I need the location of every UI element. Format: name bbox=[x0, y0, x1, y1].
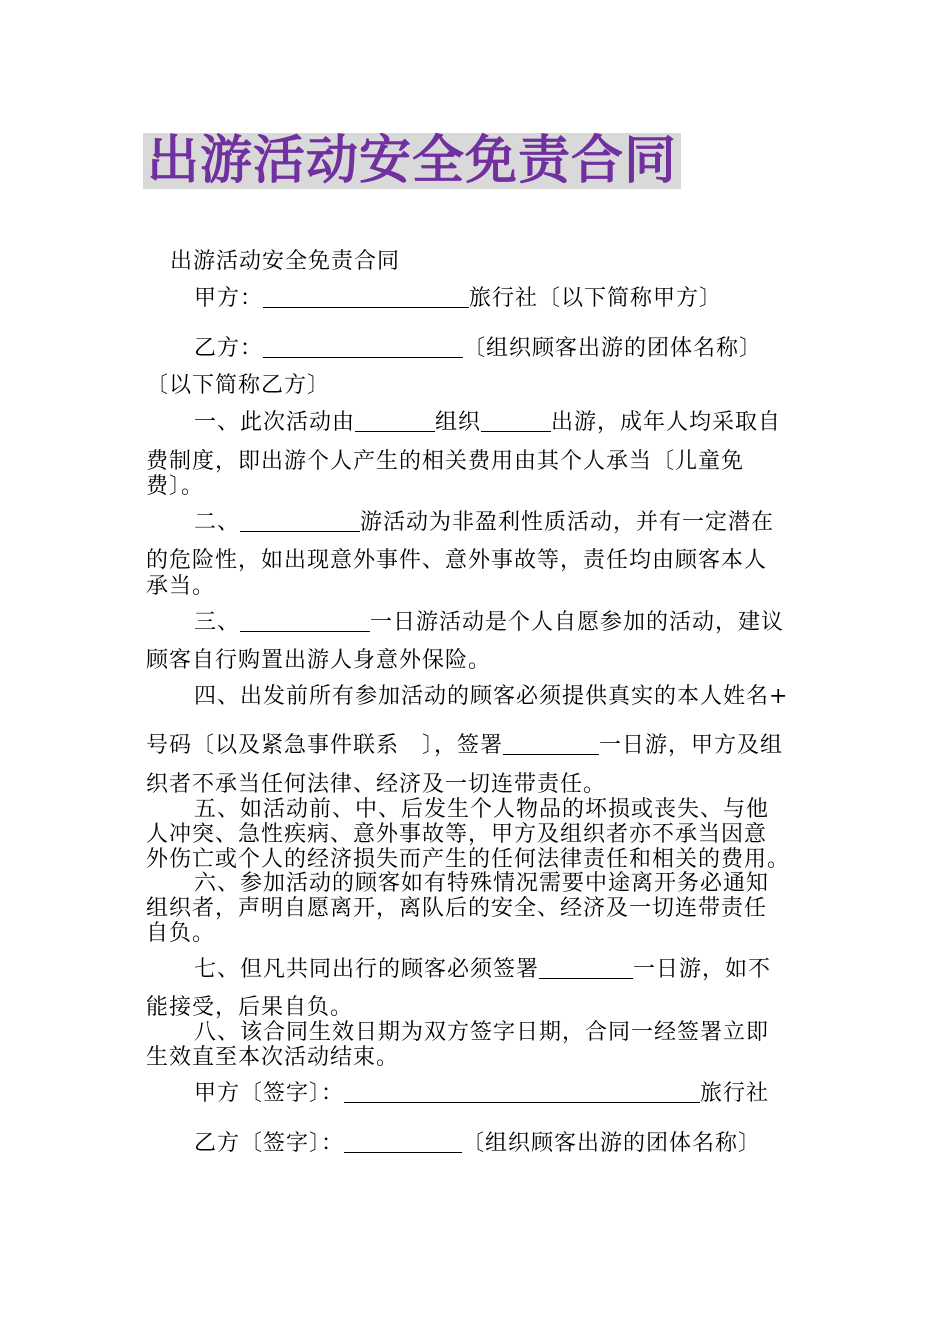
party-a-blank bbox=[263, 287, 469, 308]
clause-2-text-a: 二、 bbox=[194, 510, 241, 535]
signature-b-line bbox=[194, 1131, 761, 1157]
signature-b-suffix: 〔组织顾客出游的团体名称〕 bbox=[462, 1131, 762, 1156]
clause-1-text-c: 出游，成年人均采取自 bbox=[551, 410, 782, 435]
clause-2-text-b: 游活动为非盈利性质活动，并有一定潜在 bbox=[360, 510, 775, 535]
clause-1-line-1 bbox=[194, 410, 781, 436]
signature-b-blank bbox=[344, 1132, 462, 1153]
clause-1-blank-2 bbox=[481, 411, 551, 432]
clause-4-text-a: 号码〔以及紧急事件联系 〕，签署 bbox=[146, 733, 504, 758]
clause-5-line-3: 外伤亡或个人的经济损失而产生的任何法律责任和相关的费用。 bbox=[146, 847, 791, 872]
clause-2-line-2: 的危险性，如出现意外事件、意外事故等，责任均由顾客本人 bbox=[146, 548, 768, 573]
clause-7-line-1 bbox=[194, 957, 771, 983]
clause-4-blank bbox=[503, 734, 599, 755]
signature-a-line bbox=[194, 1081, 769, 1107]
clause-3-line-2: 顾客自行购置出游人身意外保险。 bbox=[146, 648, 492, 673]
party-b-continuation: 〔以下简称乙方〕 bbox=[146, 373, 331, 398]
clause-8-line-2: 生效直至本次活动结束。 bbox=[146, 1045, 400, 1070]
signature-b-label: 乙方〔签字〕： bbox=[194, 1131, 345, 1156]
party-b-blank bbox=[263, 337, 463, 358]
clause-6-line-1: 六、参加活动的顾客如有特殊情况需要中途离开务必通知 bbox=[194, 871, 770, 896]
clause-3-text-b: 一日游活动是个人自愿参加的活动，建议 bbox=[370, 610, 785, 635]
clause-6-line-3: 自负。 bbox=[146, 921, 216, 946]
party-b-line bbox=[194, 336, 762, 362]
subtitle: 出游活动安全免责合同 bbox=[170, 249, 401, 274]
clause-1-line-2: 费制度，即出游个人产生的相关费用由其个人承当〔儿童免 bbox=[146, 449, 745, 474]
party-a-suffix: 旅行社〔以下简称甲方〕 bbox=[469, 286, 723, 311]
clause-2-blank bbox=[240, 511, 360, 532]
signature-a-label: 甲方〔签字〕： bbox=[194, 1081, 345, 1106]
document-title: 出游活动安全免责合同 bbox=[143, 133, 681, 189]
clause-7-line-2: 能接受，后果自负。 bbox=[146, 995, 354, 1020]
clause-3-blank bbox=[240, 611, 370, 632]
clause-5-line-1: 五、如活动前、中、后发生个人物品的坏损或丧失、与他 bbox=[194, 797, 770, 822]
clause-4-line-3: 织者不承当任何法律、经济及一切连带责任。 bbox=[146, 772, 607, 797]
clause-6-line-2: 组织者，声明自愿离开，离队后的安全、经济及一切连带责任 bbox=[146, 896, 768, 921]
clause-2-line-1 bbox=[194, 510, 774, 536]
clause-4-line-1: 四、出发前所有参加活动的顾客必须提供真实的本人姓名+ bbox=[194, 684, 789, 709]
clause-1-blank-1 bbox=[355, 411, 435, 432]
party-b-suffix: 〔组织顾客出游的团体名称〕 bbox=[463, 336, 763, 361]
signature-a-suffix: 旅行社 bbox=[700, 1081, 770, 1106]
clause-7-text-b: 一日游，如不 bbox=[633, 957, 772, 982]
party-a-label: 甲方： bbox=[194, 286, 264, 311]
clause-7-blank bbox=[539, 958, 633, 979]
clause-1-text-b: 组织 bbox=[435, 410, 482, 435]
clause-5-line-2: 人冲突、急性疾病、意外事故等，甲方及组织者亦不承当因意 bbox=[146, 822, 768, 847]
clause-7-text-a: 七、但凡共同出行的顾客必须签署 bbox=[194, 957, 540, 982]
clause-8-line-1: 八、该合同生效日期为双方签字日期，合同一经签署立即 bbox=[194, 1020, 770, 1045]
signature-a-blank bbox=[344, 1082, 700, 1103]
party-b-label: 乙方： bbox=[194, 336, 264, 361]
party-a-line bbox=[194, 286, 722, 312]
clause-1-text-a: 一、此次活动由 bbox=[194, 410, 356, 435]
clause-4-line-2 bbox=[146, 733, 783, 759]
clause-4-text-b: 一日游，甲方及组 bbox=[599, 733, 784, 758]
clause-3-text-a: 三、 bbox=[194, 610, 241, 635]
clause-1-line-3: 费〕。 bbox=[146, 474, 205, 499]
clause-2-line-3: 承当。 bbox=[146, 574, 216, 599]
clause-3-line-1 bbox=[194, 610, 784, 636]
